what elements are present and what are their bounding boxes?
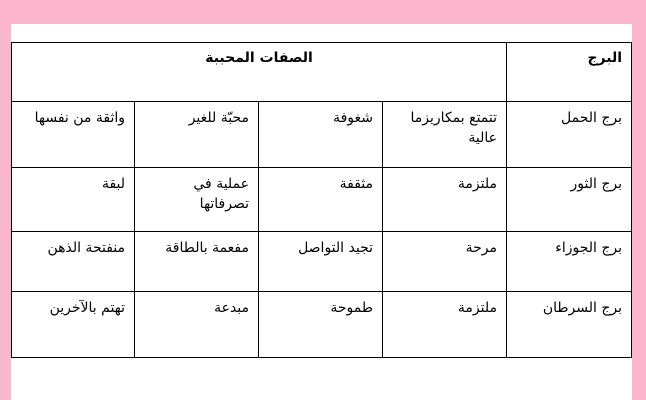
trait-cell: مرحة bbox=[383, 232, 507, 292]
trait-cell: تهتم بالآخرين bbox=[12, 292, 135, 358]
trait-cell: مبدعة bbox=[135, 292, 259, 358]
header-traits-cell: الصفات المحببة bbox=[12, 43, 507, 102]
sign-cell: برج الحمل bbox=[507, 102, 632, 168]
sign-cell: برج الجوزاء bbox=[507, 232, 632, 292]
trait-cell: شغوفة bbox=[259, 102, 383, 168]
trait-cell: طموحة bbox=[259, 292, 383, 358]
zodiac-traits-table bbox=[11, 42, 632, 358]
table-row bbox=[12, 168, 632, 232]
trait-cell: لبقة bbox=[12, 168, 135, 232]
trait-cell: تجيد التواصل bbox=[259, 232, 383, 292]
table-row bbox=[12, 292, 632, 358]
sign-cell: برج الثور bbox=[507, 168, 632, 232]
trait-cell: ملتزمة bbox=[383, 168, 507, 232]
trait-cell: مفعمة بالطاقة bbox=[135, 232, 259, 292]
trait-cell: محبّة للغير bbox=[135, 102, 259, 168]
table-row bbox=[12, 232, 632, 292]
sign-cell: برج السرطان bbox=[507, 292, 632, 358]
trait-cell: ملتزمة bbox=[383, 292, 507, 358]
trait-cell: واثقة من نفسها bbox=[12, 102, 135, 168]
trait-cell: تتمتع بمكاريزما عالية bbox=[383, 102, 507, 168]
trait-cell: مثقفة bbox=[259, 168, 383, 232]
table-row bbox=[12, 102, 632, 168]
header-sign-cell: البرج bbox=[507, 43, 632, 102]
trait-cell: عملية في تصرفاتها bbox=[135, 168, 259, 232]
trait-cell: منفتحة الذهن bbox=[12, 232, 135, 292]
table-header-row bbox=[12, 43, 632, 102]
